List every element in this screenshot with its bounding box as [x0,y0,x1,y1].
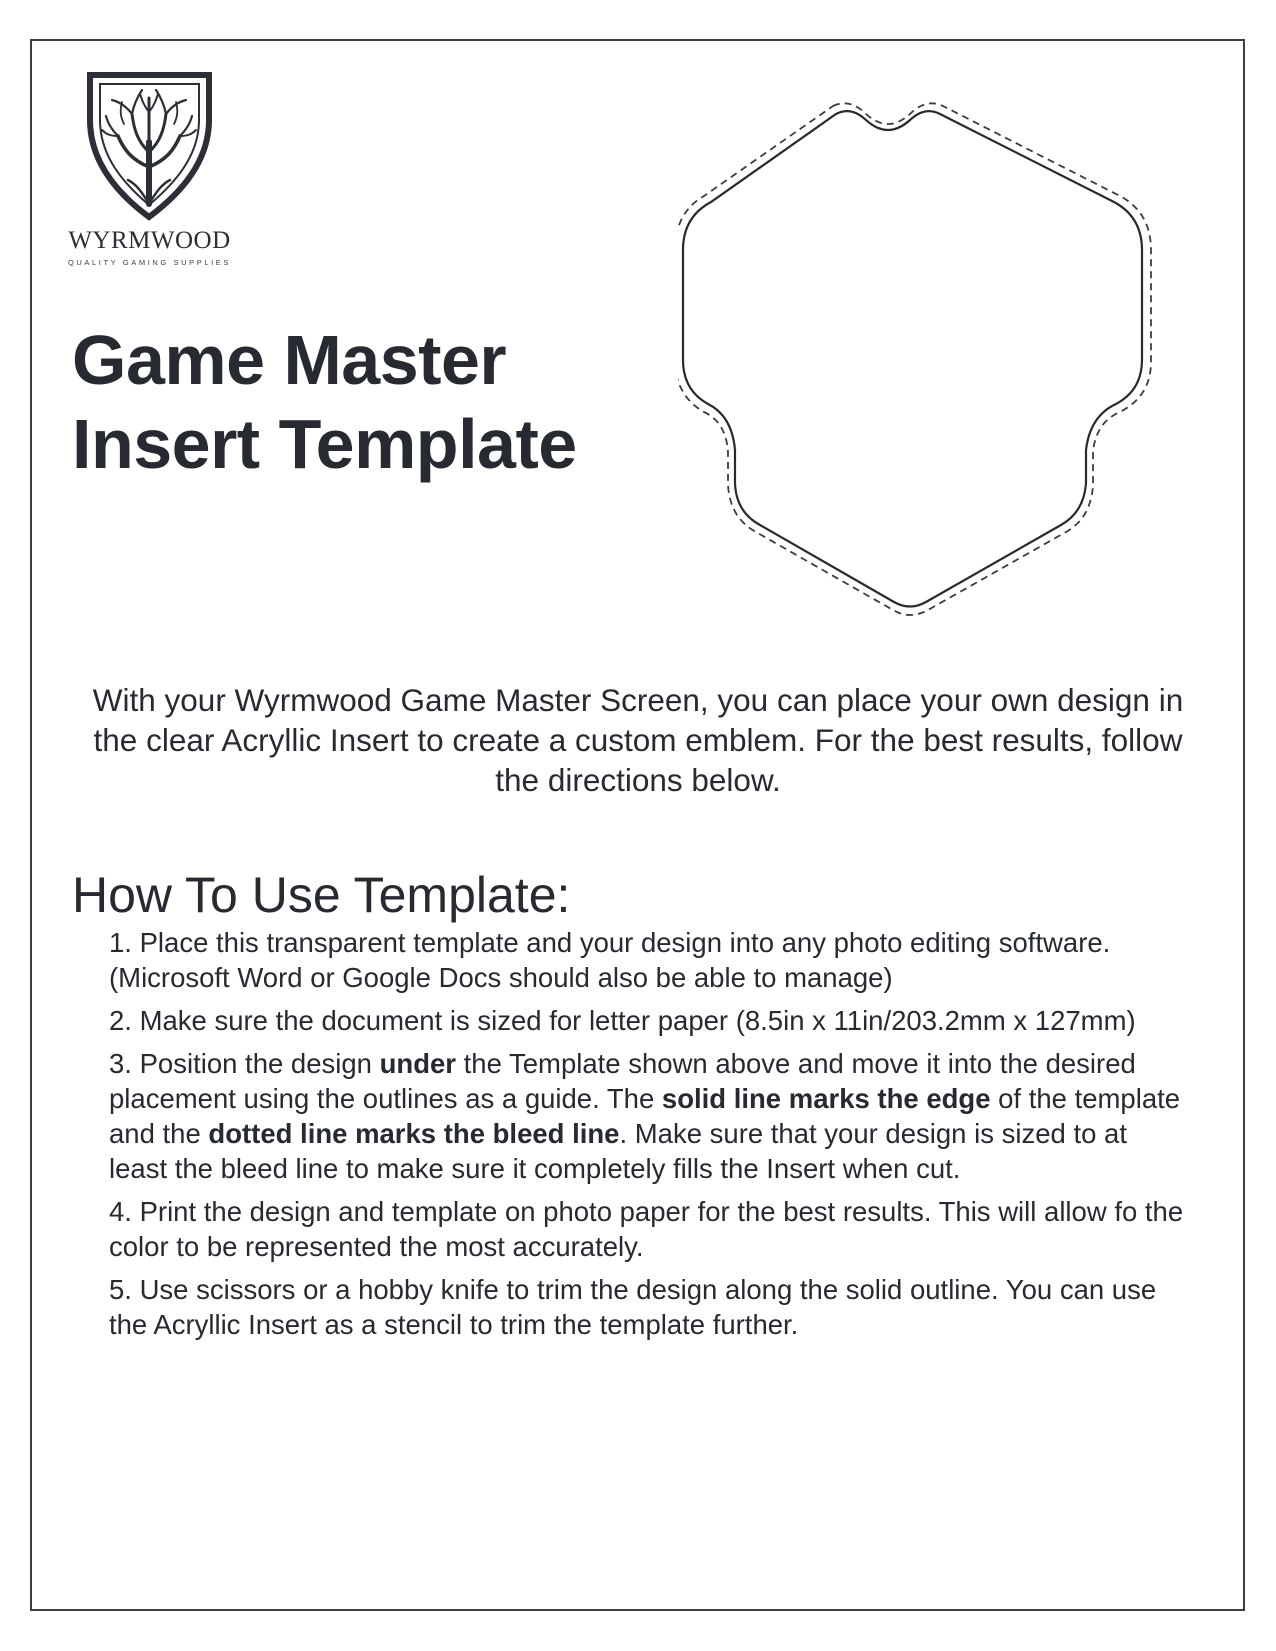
step-1: 1. Place this transparent template and your design into any photo editing software. (Microsoft Word or Google Docs should also be able to manage) [109,927,1111,993]
how-to-heading: How To Use Template: [72,867,571,923]
solid-edge-line [683,111,1142,606]
page-title [72,318,577,486]
step-2: 2. Make sure the document is sized for letter paper (8.5in x 11in/203.2mm x 127mm) [109,1005,1136,1036]
title-line-2: Insert Template [72,405,577,483]
step-5: 5. Use scissors or a hobby knife to trim the design along the solid outline. You can use the Acryllic Insert as a stencil to trim the template further. [109,1274,1157,1340]
logo-tagline: QUALITY GAMING SUPPLIES [67,258,232,267]
title-line-1: Game Master [72,321,507,399]
emphasis-dotted-line: dotted line marks the bleed line [208,1118,620,1149]
bleed-line [678,103,1151,615]
insert-template-outline [678,100,1198,640]
step-3: 3. Position the design under the Template shown above and move it into the desired placement using the outlines as a guide. The solid line marks the edge of the template and the dotted line marks the bleed line. Make sure that your design is sized to at least the bleed line to make sure it completely fills the Insert when cut. [109,1048,1181,1184]
logo-wordmark: WYRMWOOD [68,227,231,254]
instruction-steps [109,925,1189,1350]
wyrmwood-logo [62,72,237,272]
emphasis-under: under [379,1048,456,1079]
tree-shield-icon [62,72,237,222]
intro-paragraph: With your Wyrmwood Game Master Screen, you can place your own design in the clear Acryllic Insert to create a custom emblem. For the best results, follow the directions below. [92,682,1184,798]
emphasis-solid-line: solid line marks the edge [661,1083,991,1114]
step-4: 4. Print the design and template on photo paper for the best results. This will allow fo the color to be represented the most accurately. [109,1196,1184,1262]
